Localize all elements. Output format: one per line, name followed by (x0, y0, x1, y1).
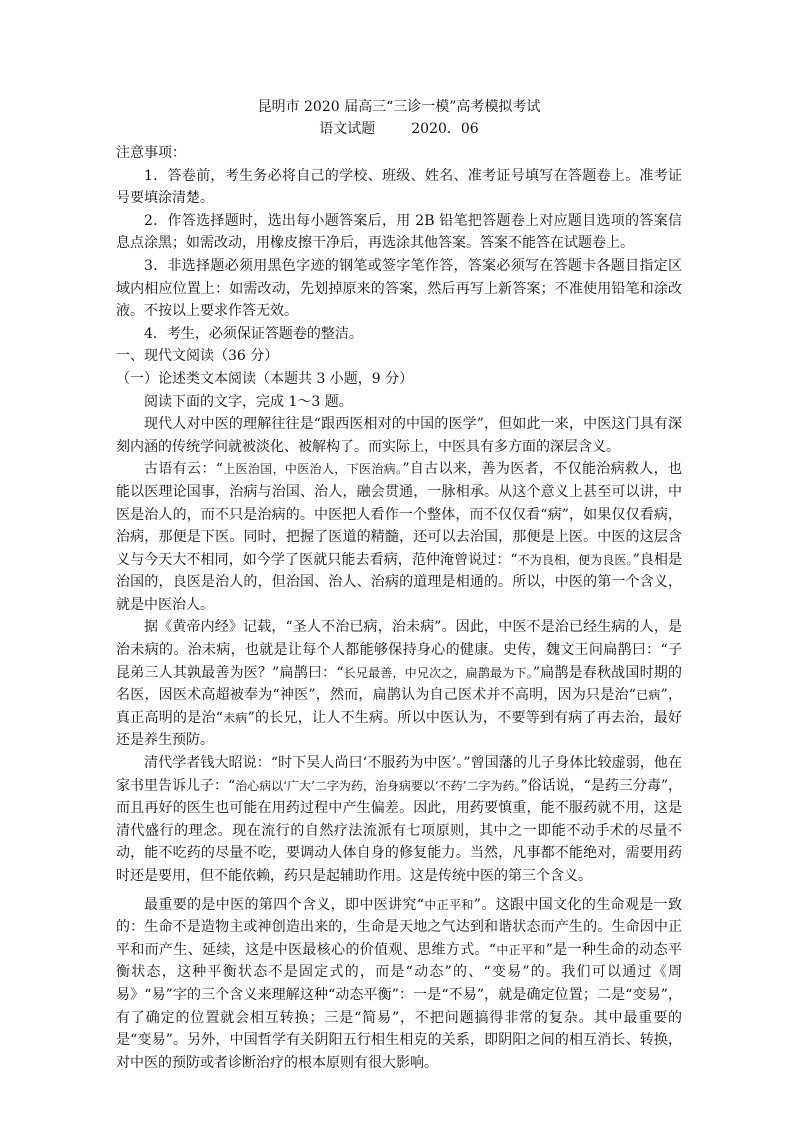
text-run: ”，真正高明的是治“ (116, 687, 682, 726)
reading-instruction: 阅读下面的文字，完成 1～3 题。 (144, 393, 353, 410)
text-run: ”的长兄，让人不生病。所以中医认为，不要等到有病了再去治，最好还是养生预防。 (116, 709, 682, 749)
text-run: 清代学者钱大昭说：“时下吴人尚曰‘不服药为中医’。”曾国藩的儿子身体比较虚弱，他在家书里告诉儿子：“ (116, 755, 682, 794)
article-paragraph-1: 现代人对中医的理解往往是“跟西医相对的中国的医学”，但如此一来，中医这门具有深刻内涵的传统学问就被淡化、被解构了。而实际上，中医具有多方面的深层含义。 (116, 416, 682, 455)
quote-text: 长兄最善，中兄次之，扁鹊最为下。 (343, 665, 533, 680)
quote-text: 中正平和 (496, 942, 546, 957)
notice-item-2: 2．作答选择题时，选出每小题答案后，用 2B 铅笔把答题卷上对应题目选项的答案信息点涂黑；如需改动，用橡皮擦干净后，再选涂其他答案。答案不能答在试题卷上。 (116, 212, 682, 252)
subject-label: 语文试题 (319, 121, 376, 137)
notice-item-3: 3．非选择题必须用黑色字迹的钢笔或签字笔作答，答案必须写在答题卡各题目指定区域内相应位置上：如需改动，先划掉原来的答案，然后再写上新答案；不准使用铅笔和涂改液。不按以上要求作答无效。 (116, 257, 682, 320)
section-heading: 一、现代文阅读（36 分） (116, 348, 279, 365)
text-run: ”扁鹊是春秋战国时期的名医，因医术高超被奉为“神医”，然而，扁鹊认为自己医术并不高明，因为只是治“ (116, 664, 682, 704)
quote-text: 不为良相，便为良医。 (517, 552, 633, 567)
article-paragraph-4 (116, 752, 682, 888)
quote-text: 治心病以‘广大’二字为药，治身病要以‘不药’二字为药。 (235, 778, 521, 793)
text-run: 最重要的是中医的第四个含义，即中医讲究“ (144, 896, 424, 913)
notice-heading: 注意事项： (116, 145, 186, 161)
exam-date: 2020．06 (411, 121, 479, 137)
text-run: 古语有云：“ (144, 461, 223, 478)
article-paragraph-5 (116, 894, 682, 1075)
notice-item-1: 1．答卷前，考生务必将自己的学校、班级、姓名、准考证号填写在答题卷上。准考证号要填涂清楚。 (116, 167, 682, 207)
subsection-heading: （一）论述类文本阅读（本题共 3 小题，9 分） (116, 370, 414, 387)
text-run: 据《黄帝内经》记载，“圣人不治已病，治未病”。因此，中医不是治已经生病的人，是治未病的。治未病，也就是让每个人都能够保持身心的健康。史传，魏文王问扁鹊曰：“子昆弟三人其孰最善为医？”扁鹊曰：“ (116, 619, 682, 681)
quote-text: 中正平和 (423, 897, 474, 912)
article-paragraph-2 (116, 458, 682, 616)
text-run: ”是一种生命的动态平衡状态，这种平衡状态不是固定式的，而是“动态”的、“变易”的。我们可以通过《周易》“易”字的三个含义来理解这种“动态平衡”：一是“不易”，就是确定位置；二是“变易”，有了确定的位置就会相互转换；三是“简易”，不把问题搞得非常的复杂。其中最重要的是“变易”。另外，中国哲学有关阴阳五行相生相克的关系，即阴阳之间的相互消长、转换，对中医的预防或者诊断治疗的根本原则有很大影响。 (116, 941, 682, 1071)
exam-subtitle (116, 118, 682, 140)
article-paragraph-3 (116, 616, 682, 752)
text-run: ”俗话说，“是药三分毒”，而且再好的医生也可能在用药过程中产生偏差。因此，用药要慎重，能不服药就不用，这是清代盛行的理念。现在流行的自然疗法流派有七项原则，其中之一即能不动手术的尽量不动，能不吃药的尽量不吃，要调动人体自身的修复能力。当然，凡事都不能绝对，需要用药时还是要用，但不能依赖，药只是起辅助作用。这是传统中医的第三个含义。 (116, 777, 682, 884)
page-content (116, 96, 682, 1074)
quote-text: 上医治国，中医治人，下医治病。 (222, 462, 403, 477)
text-run: ”自古以来，善为医者，不仅能治病救人，也能以医理论国事，治病与治国、治人，融会贯通，一脉相承。从这个意义上甚至可以讲，中医是治人的，而不只是治病的。中医把人看作一个整体，而不仅仅看“病”，如果仅仅看病，治病，那便是下医。同时，把握了医道的精髓，还可以去治国，那便是上医。中医的这层含义与今天大不相同，如今学了医就只能去看病，范仲淹曾说过：“ (116, 461, 682, 568)
exam-title: 昆明市 2020 届高三“三诊一模”高考模拟考试 (257, 99, 541, 115)
notice-item-4: 4．考生，必须保证答题卷的整洁。 (144, 325, 363, 342)
quote-text: 未病 (222, 710, 248, 725)
quote-text: 已病 (635, 688, 661, 703)
text-run: ”。这跟中国文化的生命观是一致的：生命不是造物主或神创造出来的，生命是天地之气达到和谐状态而产生的。生命因中正平和而产生、延续，这是中医最核心的价值观、思维方式。“ (116, 896, 682, 958)
text-run: ”良相是治国的，良医是治人的，但治国、治人、治病的道理是相通的。所以，中医的第一个含义，就是中医治人。 (116, 551, 682, 613)
